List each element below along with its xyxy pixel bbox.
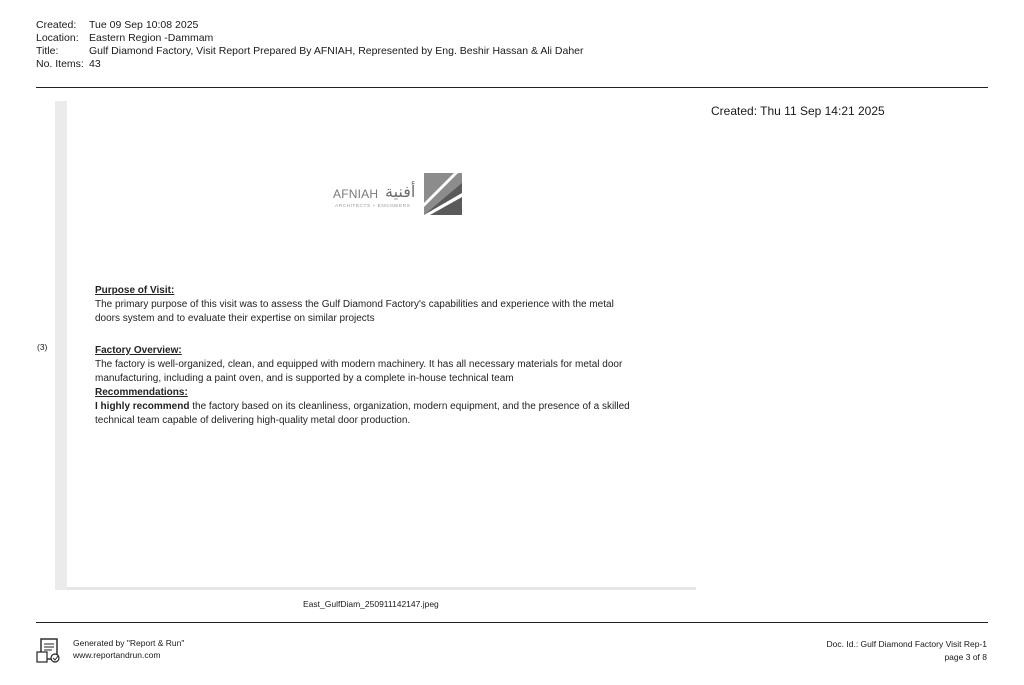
footer-generated [73, 637, 184, 661]
header-divider [36, 87, 988, 88]
location-value: Eastern Region -Dammam [89, 32, 214, 44]
item-number: (3) [37, 342, 48, 352]
page-number: page 3 of 8 [944, 652, 987, 662]
footer-divider [36, 622, 988, 623]
generated-by-text: Generated by "Report & Run" [73, 638, 185, 648]
purpose-text: The primary purpose of this visit was to assess the Gulf Diamond Factory's capabilities and experience with the metal doors system and to evaluate their expertise on similar projects [95, 299, 614, 324]
created-label: Created: [36, 19, 77, 31]
created-value: Tue 09 Sep 10:08 2025 [89, 19, 199, 31]
logo-mark-icon [424, 173, 462, 215]
recommendations-bold: I highly recommend [95, 401, 190, 412]
logo-arabic-text: أفنية [385, 182, 416, 201]
logo-subtitle: ARCHITECTS + ENGINEERS [335, 204, 411, 209]
logo-latin-text: AFNIAH [333, 187, 379, 201]
report-text-block [95, 284, 635, 428]
recommendations-heading: Recommendations: [95, 387, 188, 398]
purpose-heading: Purpose of Visit: [95, 285, 175, 296]
photo-filename: East_GulfDiam_250911142147.jpeg [303, 599, 439, 609]
overview-text: The factory is well-organized, clean, and equipped with modern machinery. It has all necessary materials for metal door manufacturing, including a paint oven, and is supported by a complete in-house technical team [95, 359, 623, 384]
title-value: Gulf Diamond Factory, Visit Report Prepared By AFNIAH, Represented by Eng. Beshir Hassan & Ali Daher [89, 45, 584, 57]
recommendations-body: the factory based on its cleanliness, organization, modern equipment, and the presence of a skilled technical team capable of delivering high-quality metal door production. [95, 401, 630, 426]
website-link[interactable]: www.reportandrun.com [73, 650, 161, 660]
photo-left-edge [55, 101, 67, 590]
item-created-timestamp: Created: Thu 11 Sep 14:21 2025 [711, 104, 885, 118]
overview-heading: Factory Overview: [95, 345, 182, 356]
report-header-meta [36, 19, 584, 71]
footer-doc-info [827, 638, 987, 664]
afniah-logo [333, 173, 465, 217]
items-value: 43 [89, 58, 101, 70]
title-label: Title: [36, 45, 59, 57]
report-and-run-icon [36, 638, 62, 664]
recommendations-text [95, 400, 635, 428]
doc-id: Doc. Id.: Gulf Diamond Factory Visit Rep-1 [826, 639, 987, 649]
photo-bottom-edge [67, 587, 696, 590]
items-label: No. Items: [36, 58, 84, 70]
location-label: Location: [36, 32, 79, 44]
